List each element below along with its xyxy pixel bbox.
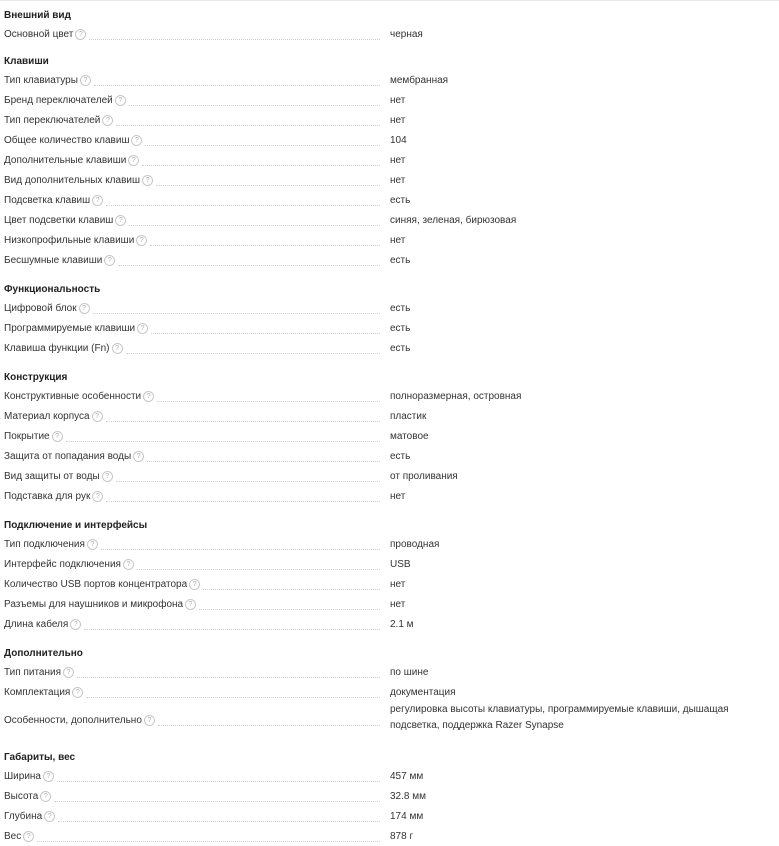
dotted-leader — [116, 480, 380, 482]
spec-value: по шине — [390, 667, 429, 678]
spec-label: Дополнительные клавиши — [4, 155, 127, 166]
help-icon[interactable]: ? — [44, 811, 55, 822]
spec-label: Интерфейс подключения — [4, 559, 121, 570]
spec-label: Конструктивные особенности — [4, 391, 142, 402]
spec-row — [0, 470, 779, 486]
spec-label: Ширина — [4, 771, 41, 782]
spec-label: Высота — [4, 791, 39, 802]
spec-row — [0, 94, 779, 110]
dotted-leader — [57, 780, 380, 782]
help-icon[interactable]: ? — [92, 411, 103, 422]
spec-label-wrap — [4, 342, 384, 356]
help-icon[interactable]: ? — [115, 95, 126, 106]
spec-label: Количество USB портов концентратора — [4, 579, 188, 590]
spec-row — [0, 430, 779, 446]
spec-row — [0, 618, 779, 634]
spec-label-wrap — [4, 578, 384, 592]
spec-row — [0, 558, 779, 574]
spec-row — [0, 114, 779, 130]
spec-row — [0, 706, 779, 738]
spec-label-wrap — [4, 618, 384, 632]
spec-label: Вес — [4, 831, 22, 842]
spec-label-wrap — [4, 154, 384, 168]
dotted-leader — [58, 820, 380, 822]
help-icon[interactable]: ? — [185, 599, 196, 610]
help-icon[interactable]: ? — [112, 343, 123, 354]
help-icon[interactable]: ? — [75, 29, 86, 40]
spec-value: есть — [390, 323, 411, 334]
spec-row — [0, 490, 779, 506]
spec-value: пластик — [390, 411, 427, 422]
dotted-leader — [199, 608, 380, 610]
spec-row — [0, 598, 779, 614]
spec-row — [0, 450, 779, 466]
spec-label: Подсветка клавиш — [4, 195, 91, 206]
spec-label-wrap — [4, 390, 384, 404]
spec-label-wrap — [4, 410, 384, 424]
dotted-leader — [150, 244, 380, 246]
dotted-leader — [106, 500, 380, 502]
spec-label-wrap — [4, 134, 384, 148]
spec-label: Цвет подсветки клавиш — [4, 215, 114, 226]
spec-value: от проливания — [390, 471, 458, 482]
spec-row — [0, 28, 779, 44]
help-icon[interactable]: ? — [142, 175, 153, 186]
dotted-leader — [106, 420, 380, 422]
spec-label-wrap — [4, 174, 384, 188]
spec-label: Покрытие — [4, 431, 50, 442]
help-icon[interactable]: ? — [104, 255, 115, 266]
spec-value: проводная — [390, 539, 440, 550]
spec-label-wrap — [4, 770, 384, 784]
dotted-leader — [84, 628, 380, 630]
dotted-leader — [137, 568, 380, 570]
spec-row — [0, 578, 779, 594]
spec-label-wrap — [4, 322, 384, 336]
spec-value: есть — [390, 255, 411, 266]
help-icon[interactable]: ? — [23, 831, 34, 842]
help-icon[interactable]: ? — [87, 539, 98, 550]
spec-row — [0, 810, 779, 826]
dotted-leader — [203, 588, 380, 590]
dotted-leader — [54, 800, 380, 802]
spec-label: Комплектация — [4, 687, 71, 698]
dotted-leader — [145, 144, 380, 146]
help-icon[interactable]: ? — [137, 323, 148, 334]
spec-label: Подставка для рук — [4, 491, 91, 502]
section-title: Клавиши — [4, 56, 49, 67]
help-icon[interactable]: ? — [189, 579, 200, 590]
spec-label: Программируемые клавиши — [4, 323, 136, 334]
help-icon[interactable]: ? — [144, 715, 155, 726]
spec-label: Бесшумные клавиши — [4, 255, 103, 266]
spec-label: Вид дополнительных клавиш — [4, 175, 141, 186]
spec-value: 2.1 м — [390, 619, 414, 630]
spec-value: 174 мм — [390, 811, 424, 822]
spec-label: Материал корпуса — [4, 411, 90, 422]
help-icon[interactable]: ? — [72, 687, 83, 698]
spec-value: матовое — [390, 431, 429, 442]
spec-value: 32.8 мм — [390, 791, 426, 802]
spec-value: синяя, зеленая, бирюзовая — [390, 215, 517, 226]
help-icon[interactable]: ? — [136, 235, 147, 246]
spec-row — [0, 410, 779, 426]
spec-label: Длина кабеля — [4, 619, 69, 630]
spec-label: Тип переключателей — [4, 115, 101, 126]
spec-value: есть — [390, 343, 411, 354]
spec-label-wrap — [4, 706, 384, 728]
spec-label-wrap — [4, 830, 384, 844]
help-icon[interactable]: ? — [40, 791, 51, 802]
help-icon[interactable]: ? — [131, 135, 142, 146]
dotted-leader — [126, 352, 380, 354]
spec-value: нет — [390, 579, 406, 590]
spec-label-wrap — [4, 790, 384, 804]
spec-value: есть — [390, 195, 411, 206]
spec-row — [0, 342, 779, 358]
spec-row — [0, 174, 779, 190]
spec-label-wrap — [4, 114, 384, 128]
spec-value: USB — [390, 559, 411, 570]
spec-label-wrap — [4, 686, 384, 700]
dotted-leader — [94, 84, 380, 86]
help-icon[interactable]: ? — [79, 303, 90, 314]
help-icon[interactable]: ? — [52, 431, 63, 442]
spec-label: Защита от попадания воды — [4, 451, 132, 462]
spec-label-wrap — [4, 194, 384, 208]
dotted-leader — [147, 460, 380, 462]
spec-label: Клавиша функции (Fn) — [4, 343, 110, 354]
help-icon[interactable]: ? — [70, 619, 81, 630]
spec-label: Глубина — [4, 811, 43, 822]
dotted-leader — [129, 224, 380, 226]
spec-value: нет — [390, 491, 406, 502]
spec-value: 457 мм — [390, 771, 424, 782]
section-title: Функциональность — [4, 284, 101, 295]
spec-label-wrap — [4, 28, 384, 42]
help-icon[interactable]: ? — [92, 195, 103, 206]
help-icon[interactable]: ? — [143, 391, 154, 402]
help-icon[interactable]: ? — [102, 115, 113, 126]
dotted-leader — [86, 696, 380, 698]
spec-label-wrap — [4, 214, 384, 228]
spec-value: нет — [390, 155, 406, 166]
spec-label: Основной цвет — [4, 29, 74, 40]
spec-row — [0, 790, 779, 806]
spec-label-wrap — [4, 430, 384, 444]
spec-label-wrap — [4, 74, 384, 88]
spec-value: нет — [390, 175, 406, 186]
dotted-leader — [157, 400, 380, 402]
spec-label-wrap — [4, 810, 384, 824]
spec-label-wrap — [4, 94, 384, 108]
spec-value: нет — [390, 599, 406, 610]
spec-row — [0, 390, 779, 406]
spec-value: нет — [390, 95, 406, 106]
spec-label-wrap — [4, 598, 384, 612]
spec-label-wrap — [4, 538, 384, 552]
dotted-leader — [89, 38, 380, 40]
dotted-leader — [158, 724, 380, 726]
dotted-leader — [156, 184, 380, 186]
help-icon[interactable]: ? — [115, 215, 126, 226]
spec-value: нет — [390, 235, 406, 246]
spec-label-wrap — [4, 450, 384, 464]
dotted-leader — [101, 548, 380, 550]
top-divider — [0, 0, 779, 1]
spec-label: Цифровой блок — [4, 303, 77, 314]
spec-label: Тип клавиатуры — [4, 75, 78, 86]
spec-row — [0, 830, 779, 846]
spec-row — [0, 194, 779, 210]
spec-value: есть — [390, 303, 411, 314]
section-title: Подключение и интерфейсы — [4, 520, 148, 531]
spec-label-wrap — [4, 234, 384, 248]
spec-value: мембранная — [390, 75, 449, 86]
dotted-leader — [151, 332, 380, 334]
spec-label-wrap — [4, 490, 384, 504]
spec-value: нет — [390, 115, 406, 126]
spec-label: Особенности, дополнительно — [4, 715, 142, 726]
spec-label: Разъемы для наушников и микрофона — [4, 599, 184, 610]
spec-row — [0, 686, 779, 702]
dotted-leader — [77, 676, 380, 678]
spec-label: Общее количество клавиш — [4, 135, 130, 146]
help-icon[interactable]: ? — [133, 451, 144, 462]
dotted-leader — [93, 312, 380, 314]
dotted-leader — [129, 104, 380, 106]
spec-row — [0, 134, 779, 150]
help-icon[interactable]: ? — [80, 75, 91, 86]
spec-value: 104 — [390, 135, 407, 146]
spec-row — [0, 254, 779, 270]
dotted-leader — [118, 264, 380, 266]
spec-label-wrap — [4, 254, 384, 268]
spec-label: Низкопрофильные клавиши — [4, 235, 135, 246]
help-icon[interactable]: ? — [63, 667, 74, 678]
spec-label: Вид защиты от воды — [4, 471, 100, 482]
spec-row — [0, 538, 779, 554]
spec-label: Тип подключения — [4, 539, 85, 550]
spec-label-wrap — [4, 470, 384, 484]
help-icon[interactable]: ? — [102, 471, 113, 482]
spec-row — [0, 234, 779, 250]
spec-label-wrap — [4, 666, 384, 680]
spec-value: 878 г — [390, 831, 414, 842]
spec-value: есть — [390, 451, 411, 462]
section-title: Дополнительно — [4, 648, 83, 659]
spec-value: полноразмерная, островная — [390, 391, 522, 402]
spec-row — [0, 214, 779, 230]
spec-row — [0, 770, 779, 786]
help-icon[interactable]: ? — [128, 155, 139, 166]
dotted-leader — [37, 840, 380, 842]
spec-value: черная — [390, 29, 423, 40]
spec-label: Бренд переключателей — [4, 95, 113, 106]
spec-label-wrap — [4, 558, 384, 572]
section-title: Внешний вид — [4, 10, 71, 21]
spec-label-wrap — [4, 302, 384, 316]
section-title: Конструкция — [4, 372, 68, 383]
help-icon[interactable]: ? — [123, 559, 134, 570]
spec-label: Тип питания — [4, 667, 62, 678]
spec-value: регулировка высоты клавиатуры, программируемые клавиши, дышащая подсветка, поддержка Razer Synapse — [390, 704, 729, 731]
dotted-leader — [66, 440, 380, 442]
help-icon[interactable]: ? — [43, 771, 54, 782]
dotted-leader — [142, 164, 380, 166]
spec-row — [0, 154, 779, 170]
spec-row — [0, 322, 779, 338]
spec-row — [0, 666, 779, 682]
spec-value: документация — [390, 687, 456, 698]
help-icon[interactable]: ? — [92, 491, 103, 502]
spec-row — [0, 74, 779, 90]
section-title: Габариты, вес — [4, 752, 76, 763]
dotted-leader — [106, 204, 380, 206]
spec-row — [0, 302, 779, 318]
dotted-leader — [116, 124, 380, 126]
